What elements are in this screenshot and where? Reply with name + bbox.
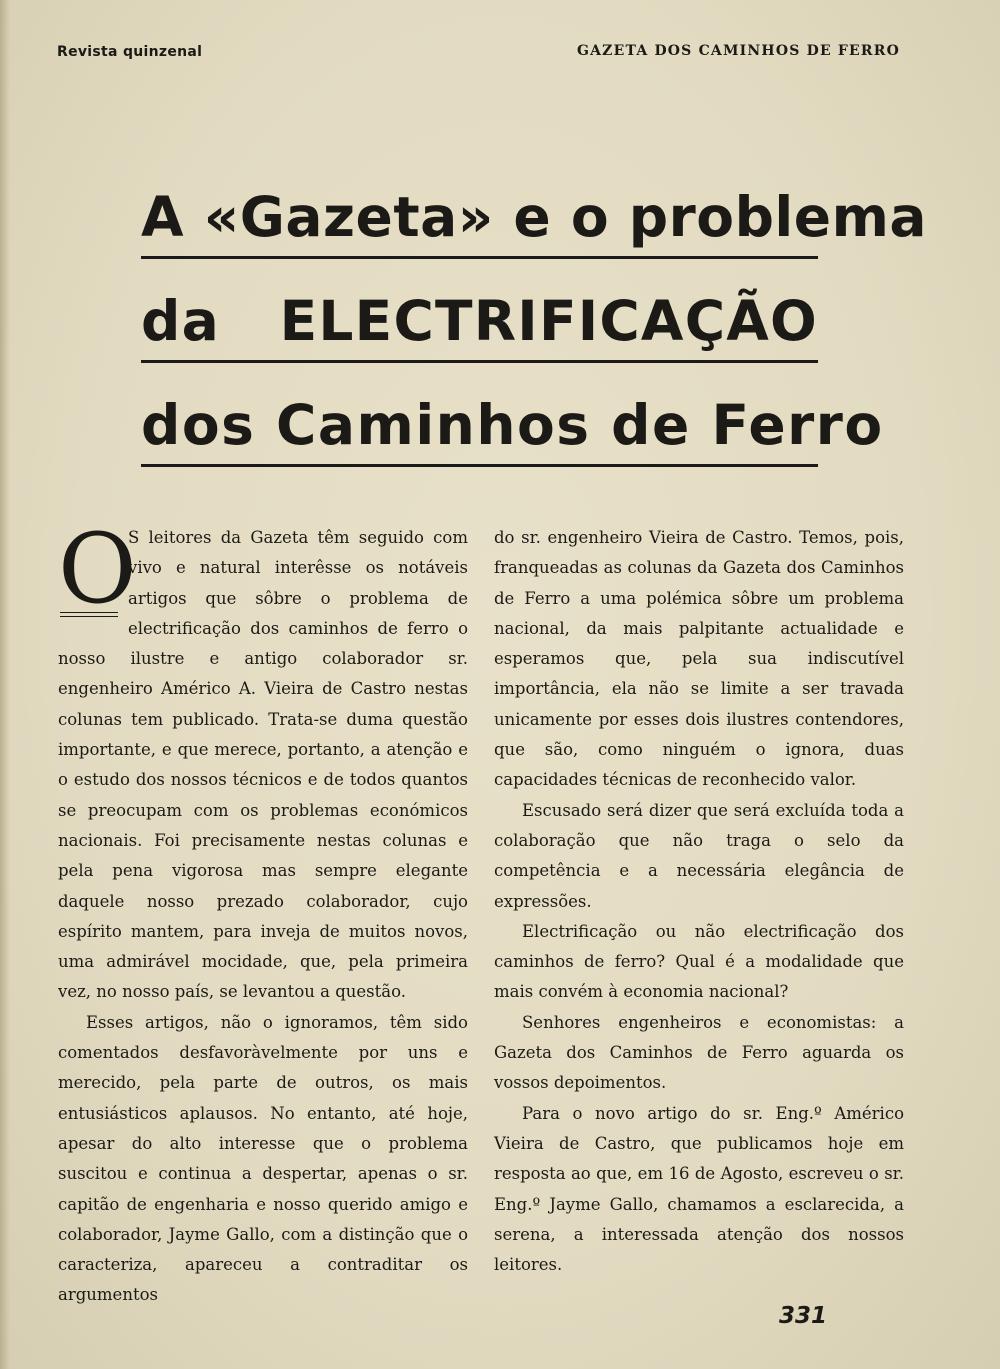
paragraph-2: Esses artigos, não o ignoramos, têm sido comentados desfavoràvelmente por uns e merecido, pela parte de outros, os mais entusiásticos aplausos. No entanto, até hoje, apesar do alto interesse que o problema suscitou e continua a despertar, apenas o sr. capitão de engenharia e nosso querido amigo e colaborador, Jayme Gallo, com a distinção que o caracteriza, apareceu a contraditar os argumentos — [58, 1012, 468, 1305]
title-line-2: da ELECTRIFICAÇÃO — [141, 289, 818, 353]
paragraph-5: Electrificação ou não electrificação dos caminhos de ferro? Qual é a modalidade que mais convém à economia nacional? — [494, 921, 904, 1002]
paragraph-3: do sr. engenheiro Vieira de Castro. Temos, pois, franqueadas as colunas da Gazeta dos Caminhos de Ferro a uma polémica sôbre um problema nacional, da mais palpitante actualidade e esperamos que, pela sua indiscutível importância, ela não se limite a ser travada unicamente por esses dois ilustres contendores, que são, como ninguém o ignora, duas capacidades técnicas de reconhecido valor. — [494, 528, 904, 790]
page-number: 331 — [779, 1303, 828, 1329]
drop-cap-letter: O — [58, 513, 137, 625]
running-header-left: Revista quinzenal — [57, 44, 203, 60]
page-edge-shadow — [0, 0, 10, 1369]
paragraph-4: Escusado será dizer que será excluída toda a colaboração que não traga o selo da competência e a necessária elegância de expressões. — [494, 800, 904, 911]
paragraph-1: S leitores da Gazeta têm seguido com vivo e natural interêsse os notáveis artigos que sôbre o problema de electrificação dos caminhos de ferro o nosso ilustre e antigo colaborador sr. engenheiro Américo A. Vieira de Castro nestas colunas tem publicado. Trata-se duma questão importante, e que merece, portanto, a atenção e o estudo dos nossos técnicos e de todos quantos se preocupam com os problemas económicos nacionais. Foi precisamente nestas colunas e pela pena vigorosa mas sempre elegante daquele nosso prezado colaborador, cujo espírito mantem, para inveja de muitos novos, uma admirável mocidade, que, pela primeira vez, no nosso país, se levantou a questão. — [58, 528, 468, 1002]
paragraph-7: Para o novo artigo do sr. Eng.º Américo Vieira de Castro, que publicamos hoje em resposta ao que, em 16 de Agosto, escreveu o sr. Eng.º Jayme Gallo, chamamos a esclarecida, a serena, a interessada atenção dos nossos leitores. — [494, 1103, 904, 1275]
title-line-3: dos Caminhos de Ferro — [141, 393, 884, 457]
drop-cap — [58, 513, 137, 625]
text-column-right — [494, 523, 904, 1280]
title-rule-3 — [141, 464, 818, 467]
running-header-right: GAZETA DOS CAMINHOS DE FERRO — [576, 43, 900, 59]
drop-cap-underline-2 — [60, 612, 118, 613]
text-column-left — [58, 513, 468, 1311]
title-rule-2 — [141, 360, 818, 363]
title-rule-1 — [141, 256, 818, 259]
paragraph-6: Senhores engenheiros e economistas: a Gazeta dos Caminhos de Ferro aguarda os vossos depoimentos. — [494, 1012, 904, 1093]
drop-cap-underline — [60, 616, 118, 617]
title-line-1: A «Gazeta» e o problema — [141, 185, 928, 249]
article-title — [141, 185, 928, 467]
